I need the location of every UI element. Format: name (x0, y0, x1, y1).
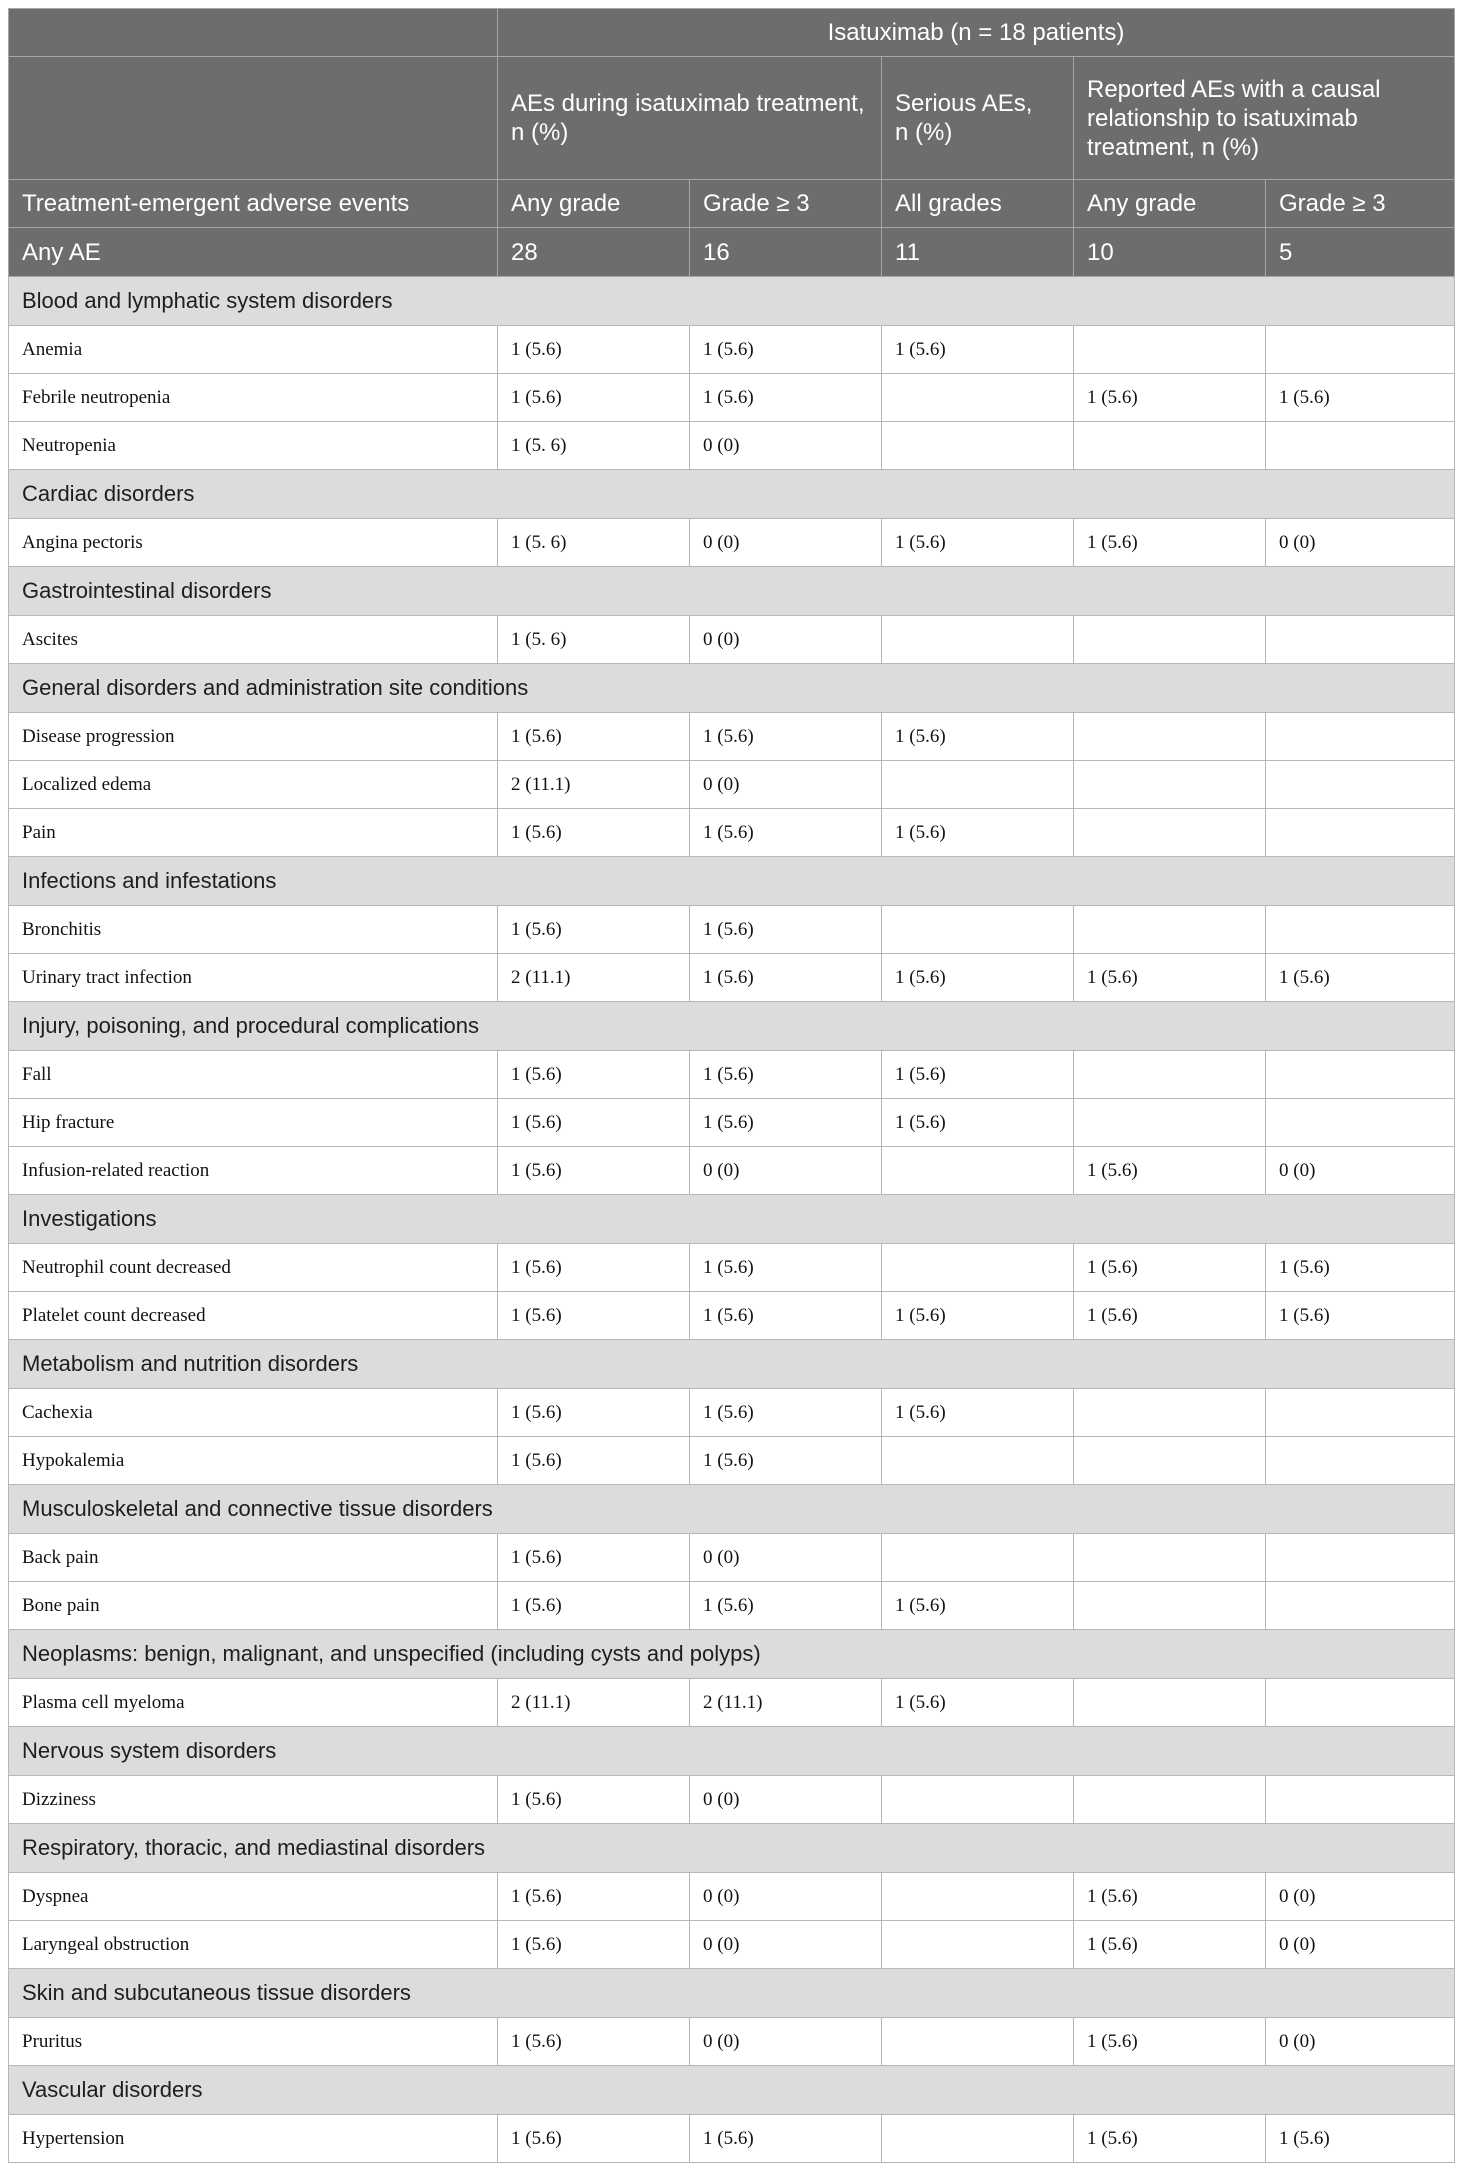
category-label: Vascular disorders (9, 2066, 1455, 2115)
table-cell: 1 (5.6) (1074, 2018, 1266, 2066)
category-row (9, 664, 1455, 713)
table-row (9, 374, 1455, 422)
category-label: General disorders and administration site conditions (9, 664, 1455, 713)
table-cell (882, 2115, 1074, 2163)
table-cell: 1 (5.6) (690, 1389, 882, 1437)
table-cell: 1 (5.6) (498, 1437, 690, 1485)
event-label: Disease progression (9, 713, 498, 761)
event-label: Localized edema (9, 761, 498, 809)
category-label: Neoplasms: benign, malignant, and unspecified (including cysts and polyps) (9, 1630, 1455, 1679)
event-label: Back pain (9, 1534, 498, 1582)
table-row (9, 906, 1455, 954)
table-cell: 0 (0) (690, 616, 882, 664)
table-cell: 1 (5.6) (882, 713, 1074, 761)
table-cell: 0 (0) (1266, 519, 1455, 567)
blank-corner (9, 9, 498, 57)
category-label: Infections and infestations (9, 857, 1455, 906)
table-cell: 1 (5.6) (498, 2115, 690, 2163)
event-label: Laryngeal obstruction (9, 1921, 498, 1969)
table-row (9, 809, 1455, 857)
table-cell (882, 1873, 1074, 1921)
table-cell: 1 (5.6) (882, 954, 1074, 1002)
table-row (9, 954, 1455, 1002)
event-label: Hypokalemia (9, 1437, 498, 1485)
table-cell (882, 1244, 1074, 1292)
table-cell (1266, 1051, 1455, 1099)
event-label: Pain (9, 809, 498, 857)
table-cell: 1 (5.6) (882, 519, 1074, 567)
table-cell: 1 (5.6) (1266, 374, 1455, 422)
group-label: Isatuximab (n = 18 patients) (498, 9, 1455, 57)
event-label: Hypertension (9, 2115, 498, 2163)
table-cell: 0 (0) (690, 519, 882, 567)
table-cell: 0 (0) (1266, 1147, 1455, 1195)
category-row (9, 1630, 1455, 1679)
event-label: Cachexia (9, 1389, 498, 1437)
table-cell: 1 (5. 6) (498, 519, 690, 567)
table-cell (1266, 1534, 1455, 1582)
table-cell (1266, 1437, 1455, 1485)
blank-corner-2 (9, 57, 498, 180)
event-label: Bone pain (9, 1582, 498, 1630)
table-cell: 1 (5.6) (498, 713, 690, 761)
table-cell: 0 (0) (690, 1776, 882, 1824)
table-cell (1266, 1776, 1455, 1824)
category-row (9, 2066, 1455, 2115)
category-row (9, 470, 1455, 519)
table-cell: 0 (0) (1266, 1873, 1455, 1921)
event-label: Dizziness (9, 1776, 498, 1824)
table-cell (1074, 809, 1266, 857)
table-row (9, 1099, 1455, 1147)
table-cell: 1 (5.6) (1266, 1244, 1455, 1292)
table-cell: 1 (5.6) (498, 1873, 690, 1921)
event-label: Ascites (9, 616, 498, 664)
table-cell: 0 (0) (690, 761, 882, 809)
table-cell: 0 (0) (690, 2018, 882, 2066)
category-label: Gastrointestinal disorders (9, 567, 1455, 616)
table-cell (1074, 906, 1266, 954)
table-cell (1266, 761, 1455, 809)
table-row (9, 1051, 1455, 1099)
table-cell (1074, 1437, 1266, 1485)
table-cell: 1 (5.6) (690, 809, 882, 857)
table-cell: 2 (11.1) (498, 954, 690, 1002)
table-cell: 1 (5.6) (690, 374, 882, 422)
table-cell (882, 1776, 1074, 1824)
category-row (9, 567, 1455, 616)
table-cell: 1 (5.6) (690, 1582, 882, 1630)
table-cell: 2 (11.1) (690, 1679, 882, 1727)
table-cell: 1 (5.6) (1266, 954, 1455, 1002)
table-cell (882, 422, 1074, 470)
table-cell (1266, 326, 1455, 374)
event-label: Pruritus (9, 2018, 498, 2066)
table-cell: 1 (5.6) (882, 326, 1074, 374)
row-label-header-cell: Treatment-emergent adverse events (9, 180, 498, 228)
table-cell: 1 (5.6) (498, 326, 690, 374)
table-row (9, 2018, 1455, 2066)
table-cell: 1 (5.6) (882, 1582, 1074, 1630)
any-ae-label: Any AE (9, 228, 498, 277)
table-row (9, 519, 1455, 567)
table-cell (1266, 1679, 1455, 1727)
event-label: Anemia (9, 326, 498, 374)
table-row (9, 1437, 1455, 1485)
table-body (9, 277, 1455, 2163)
event-label: Platelet count decreased (9, 1292, 498, 1340)
table-cell (1074, 1679, 1266, 1727)
table-cell: 1 (5.6) (690, 954, 882, 1002)
table-cell: 1 (5.6) (690, 326, 882, 374)
table-row (9, 1582, 1455, 1630)
table-cell (1266, 1389, 1455, 1437)
table-cell: 0 (0) (690, 1921, 882, 1969)
table-cell (882, 906, 1074, 954)
table-cell (1074, 422, 1266, 470)
col-group-causal: Reported AEs with a causal relationship to isatuximab treatment, n (%) (1074, 57, 1455, 180)
category-row (9, 1969, 1455, 2018)
table-row (9, 1244, 1455, 1292)
table-cell: 1 (5.6) (1074, 1244, 1266, 1292)
event-label: Neutropenia (9, 422, 498, 470)
category-label: Respiratory, thoracic, and mediastinal disorders (9, 1824, 1455, 1873)
table-cell: 1 (5.6) (882, 809, 1074, 857)
table-cell: 0 (0) (690, 422, 882, 470)
table-cell: 1 (5.6) (498, 1244, 690, 1292)
table-row (9, 1873, 1455, 1921)
category-label: Blood and lymphatic system disorders (9, 277, 1455, 326)
table-cell: 1 (5.6) (1266, 1292, 1455, 1340)
category-label: Metabolism and nutrition disorders (9, 1340, 1455, 1389)
category-row (9, 1340, 1455, 1389)
event-label: Dyspnea (9, 1873, 498, 1921)
table-cell (1074, 1389, 1266, 1437)
table-cell (882, 374, 1074, 422)
table-header (9, 9, 1455, 277)
category-label: Musculoskeletal and connective tissue disorders (9, 1485, 1455, 1534)
table-cell (1074, 1099, 1266, 1147)
table-cell: 0 (0) (690, 1873, 882, 1921)
table-cell: 1 (5.6) (690, 1244, 882, 1292)
table-cell: 0 (0) (690, 1534, 882, 1582)
table-cell: 1 (5.6) (498, 809, 690, 857)
table-cell: 1 (5.6) (690, 1292, 882, 1340)
category-row (9, 1824, 1455, 1873)
table-cell: 1 (5.6) (498, 1292, 690, 1340)
col-group-serious: Serious AEs, n (%) (882, 57, 1074, 180)
table-cell: 1 (5.6) (1266, 2115, 1455, 2163)
category-label: Injury, poisoning, and procedural complications (9, 1002, 1455, 1051)
table-cell: 1 (5.6) (498, 1389, 690, 1437)
subcol-causal-any-grade: Any grade (1074, 180, 1266, 228)
table-cell: 1 (5.6) (498, 1534, 690, 1582)
table-cell (1074, 326, 1266, 374)
table-cell: 0 (0) (1266, 1921, 1455, 1969)
table-row (9, 1292, 1455, 1340)
category-row (9, 1485, 1455, 1534)
table-cell (1074, 1582, 1266, 1630)
table-cell (1074, 1534, 1266, 1582)
table-cell (1266, 809, 1455, 857)
table-row (9, 326, 1455, 374)
table-cell (882, 1437, 1074, 1485)
table-cell (1266, 616, 1455, 664)
table-cell (1266, 422, 1455, 470)
category-row (9, 1195, 1455, 1244)
subcol-grade-3: Grade ≥ 3 (690, 180, 882, 228)
table-cell (1074, 1776, 1266, 1824)
table-cell: 1 (5.6) (690, 906, 882, 954)
table-cell: 1 (5.6) (1074, 1292, 1266, 1340)
event-label: Febrile neutropenia (9, 374, 498, 422)
table-cell (882, 1921, 1074, 1969)
event-label: Neutrophil count decreased (9, 1244, 498, 1292)
table-cell (882, 1534, 1074, 1582)
col-group-during-treatment: AEs during isatuximab treatment, n (%) (498, 57, 882, 180)
table-cell (1266, 906, 1455, 954)
table-cell: 1 (5.6) (1074, 374, 1266, 422)
table-cell: 1 (5.6) (882, 1051, 1074, 1099)
table-cell: 1 (5.6) (498, 1051, 690, 1099)
table-cell (1074, 761, 1266, 809)
table-cell (1266, 713, 1455, 761)
table-cell (882, 2018, 1074, 2066)
subcol-any-grade: Any grade (498, 180, 690, 228)
table-cell: 1 (5.6) (498, 374, 690, 422)
any-ae-value: 16 (690, 228, 882, 277)
table-cell: 1 (5.6) (1074, 1147, 1266, 1195)
table-row (9, 1776, 1455, 1824)
table-cell: 1 (5.6) (690, 1051, 882, 1099)
table-row (9, 761, 1455, 809)
event-label: Fall (9, 1051, 498, 1099)
table-row (9, 616, 1455, 664)
category-row (9, 1727, 1455, 1776)
table-cell (882, 761, 1074, 809)
table-cell: 1 (5.6) (882, 1389, 1074, 1437)
table-cell: 1 (5.6) (498, 1582, 690, 1630)
adverse-events-table (8, 8, 1455, 2163)
table-cell: 1 (5.6) (690, 713, 882, 761)
table-cell: 1 (5.6) (1074, 1873, 1266, 1921)
table-cell: 1 (5. 6) (498, 422, 690, 470)
subcol-all-grades: All grades (882, 180, 1074, 228)
table-cell (1074, 1051, 1266, 1099)
category-row (9, 1002, 1455, 1051)
event-label: Hip fracture (9, 1099, 498, 1147)
category-row (9, 857, 1455, 906)
table-cell: 0 (0) (690, 1147, 882, 1195)
table-row (9, 422, 1455, 470)
event-label: Angina pectoris (9, 519, 498, 567)
event-label: Urinary tract infection (9, 954, 498, 1002)
table-cell: 2 (11.1) (498, 761, 690, 809)
category-label: Skin and subcutaneous tissue disorders (9, 1969, 1455, 2018)
any-ae-value: 10 (1074, 228, 1266, 277)
table-cell: 1 (5.6) (882, 1292, 1074, 1340)
category-row (9, 277, 1455, 326)
category-label: Investigations (9, 1195, 1455, 1244)
table-cell (882, 1147, 1074, 1195)
subcol-causal-grade-3: Grade ≥ 3 (1266, 180, 1455, 228)
table-cell: 1 (5.6) (498, 1776, 690, 1824)
any-ae-value: 11 (882, 228, 1074, 277)
table-cell: 1 (5.6) (1074, 954, 1266, 1002)
table-cell (1266, 1582, 1455, 1630)
table-cell: 1 (5.6) (498, 906, 690, 954)
any-ae-value: 5 (1266, 228, 1455, 277)
table-cell: 1 (5.6) (882, 1679, 1074, 1727)
any-ae-value: 28 (498, 228, 690, 277)
table-cell: 1 (5. 6) (498, 616, 690, 664)
table-cell (1074, 713, 1266, 761)
table-cell: 1 (5.6) (1074, 1921, 1266, 1969)
event-label: Infusion-related reaction (9, 1147, 498, 1195)
table-row (9, 713, 1455, 761)
table-cell (1074, 616, 1266, 664)
table-row (9, 1147, 1455, 1195)
table-row (9, 2115, 1455, 2163)
table-cell: 1 (5.6) (498, 1921, 690, 1969)
table-cell: 1 (5.6) (498, 2018, 690, 2066)
table-cell: 1 (5.6) (498, 1147, 690, 1195)
table-cell: 1 (5.6) (882, 1099, 1074, 1147)
category-label: Cardiac disorders (9, 470, 1455, 519)
category-label: Nervous system disorders (9, 1727, 1455, 1776)
table-row (9, 1534, 1455, 1582)
table-row (9, 1921, 1455, 1969)
table-row (9, 1679, 1455, 1727)
table-row (9, 1389, 1455, 1437)
event-label: Bronchitis (9, 906, 498, 954)
table-cell: 1 (5.6) (498, 1099, 690, 1147)
table-cell: 1 (5.6) (690, 1099, 882, 1147)
table-cell (882, 616, 1074, 664)
table-cell: 2 (11.1) (498, 1679, 690, 1727)
table-cell: 1 (5.6) (690, 1437, 882, 1485)
table-cell: 0 (0) (1266, 2018, 1455, 2066)
table-cell: 1 (5.6) (1074, 519, 1266, 567)
table-cell: 1 (5.6) (1074, 2115, 1266, 2163)
table-cell (1266, 1099, 1455, 1147)
table-cell: 1 (5.6) (690, 2115, 882, 2163)
event-label: Plasma cell myeloma (9, 1679, 498, 1727)
